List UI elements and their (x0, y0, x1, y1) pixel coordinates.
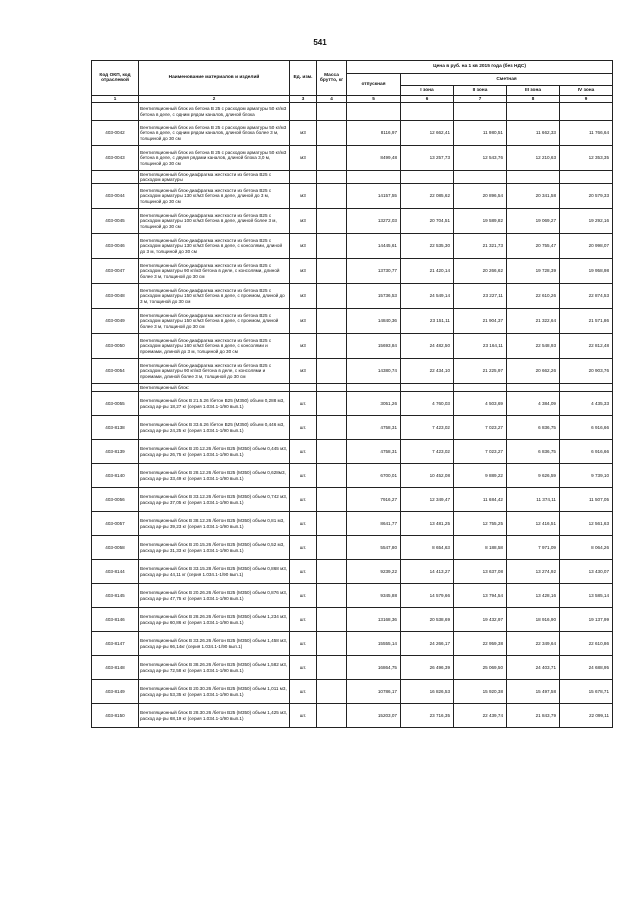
row-release-price (347, 171, 401, 184)
row-unit: шт. (290, 392, 317, 416)
row-unit (290, 171, 317, 184)
row-zone-3-price: 13 274,92 (507, 560, 560, 584)
row-zone-2-price: 21 225,97 (454, 359, 507, 384)
row-code: 403-0049 (92, 309, 139, 334)
row-mass (317, 309, 347, 334)
row-code: 403-8138 (92, 416, 139, 440)
row-release-price: 3051,26 (347, 392, 401, 416)
row-name: Вентиляционный блок-диафрагма жесткости из бетона В25 с расходом арматуры 90 кг/м3 бетона в деле, с консолями и проемами, длиной более 3 м, толщиной до 30 см (139, 359, 290, 384)
row-zone-1-price: 13 257,73 (401, 146, 454, 171)
row-release-price: 14445,61 (347, 234, 401, 259)
row-name: Вентиляционный блок В 20.15.26 /бетон В25 (М350) объем 0,52 м3, расход ар-ры 31,33 кг (серия 1.034.1-1/90 вып.1) (139, 536, 290, 560)
row-unit: шт. (290, 656, 317, 680)
row-unit: м3 (290, 259, 317, 284)
column-number: 8 (507, 96, 560, 103)
row-zone-4-price: 11 766,64 (560, 121, 613, 146)
row-zone-4-price: 20 579,33 (560, 184, 613, 209)
column-number: 5 (347, 96, 401, 103)
row-unit: шт. (290, 440, 317, 464)
row-zone-4-price: 13 585,14 (560, 584, 613, 608)
row-mass (317, 392, 347, 416)
row-code: 403-8148 (92, 656, 139, 680)
row-zone-1-price: 22 085,62 (401, 184, 454, 209)
row-zone-2-price: 12 543,76 (454, 146, 507, 171)
row-zone-1-price (401, 384, 454, 392)
row-zone-2-price: 22 959,38 (454, 632, 507, 656)
row-zone-4-price: 13 430,07 (560, 560, 613, 584)
row-zone-4-price: 20 998,07 (560, 234, 613, 259)
row-zone-4-price: 4 435,33 (560, 392, 613, 416)
row-unit: м3 (290, 209, 317, 234)
row-unit: шт. (290, 464, 317, 488)
row-name: Вентиляционный блок-диафрагма жесткости из бетона В25 с расходом арматуры (139, 171, 290, 184)
row-zone-2-price: 23 164,11 (454, 334, 507, 359)
table-row (92, 184, 613, 209)
row-code: 403-8144 (92, 560, 139, 584)
table-row (92, 309, 613, 334)
row-release-price: 15203,07 (347, 704, 401, 728)
row-zone-4-price: 15 678,71 (560, 680, 613, 704)
row-mass (317, 234, 347, 259)
table-row (92, 584, 613, 608)
row-code: 403-0056 (92, 488, 139, 512)
row-code: 403-8147 (92, 632, 139, 656)
row-name: Вентиляционный блок-диафрагма жесткости из бетона В25 с расходом арматуры 130 кг/м3 бетона в деле, с консолями, длиной до 3 м, толщиной до 30 см (139, 234, 290, 259)
row-code: 403-0057 (92, 512, 139, 536)
row-release-price: 9239,22 (347, 560, 401, 584)
row-name: Вентиляционный блок В 33.12.26 /бетон В25 (М350) объем 0,742 м3, расход ар-ры 37,05 кг (серия 1.034.1-1/90 вып.1) (139, 488, 290, 512)
row-zone-3-price (507, 384, 560, 392)
row-unit: м3 (290, 309, 317, 334)
row-zone-1-price: 24 549,14 (401, 284, 454, 309)
row-zone-1-price: 26 496,39 (401, 656, 454, 680)
row-unit: шт. (290, 488, 317, 512)
row-release-price: 13168,36 (347, 608, 401, 632)
row-zone-1-price: 7 423,02 (401, 440, 454, 464)
row-zone-3-price: 20 662,26 (507, 359, 560, 384)
row-mass (317, 512, 347, 536)
row-zone-4-price: 20 903,76 (560, 359, 613, 384)
row-zone-4-price: 19 137,99 (560, 608, 613, 632)
row-release-price: 6700,01 (347, 464, 401, 488)
row-zone-3-price: 7 971,09 (507, 536, 560, 560)
row-zone-4-price: 12 353,35 (560, 146, 613, 171)
row-release-price: 9345,88 (347, 584, 401, 608)
row-zone-2-price: 21 321,73 (454, 234, 507, 259)
row-unit: м3 (290, 146, 317, 171)
row-code: 403-0044 (92, 184, 139, 209)
row-zone-1-price: 21 420,14 (401, 259, 454, 284)
row-code: 403-0043 (92, 146, 139, 171)
row-mass (317, 384, 347, 392)
row-zone-1-price: 23 716,35 (401, 704, 454, 728)
row-release-price: 10786,17 (347, 680, 401, 704)
row-zone-3-price: 13 428,16 (507, 584, 560, 608)
row-zone-2-price: 20 896,54 (454, 184, 507, 209)
row-mass (317, 171, 347, 184)
row-release-price: 4758,31 (347, 416, 401, 440)
table-row (92, 392, 613, 416)
row-mass (317, 103, 347, 121)
row-zone-3-price: 11 374,11 (507, 488, 560, 512)
row-name: Вентиляционный блок-диафрагма жесткости из бетона В25 с расходом арматуры 150 кг/м3 бетона в деле, с проемом, длиной до 3 м, толщиной до 30 см (139, 284, 290, 309)
row-release-price: 14840,36 (347, 309, 401, 334)
row-code: 403-0046 (92, 234, 139, 259)
row-zone-3-price: 22 610,26 (507, 284, 560, 309)
row-code: 403-8146 (92, 608, 139, 632)
row-zone-1-price: 4 760,03 (401, 392, 454, 416)
row-zone-1-price: 20 704,51 (401, 209, 454, 234)
row-unit: м3 (290, 359, 317, 384)
table-body (92, 103, 613, 728)
row-name: Вентиляционный блок из бетона В 25 с расходом арматуры 50 кг/м3 бетона в деле, с двумя рядами каналов, длиной блока 3,0 м, толщиной до 30 см (139, 146, 290, 171)
table-row (92, 416, 613, 440)
row-release-price: 16864,75 (347, 656, 401, 680)
row-release-price: 8641,77 (347, 512, 401, 536)
row-code: 403-0050 (92, 334, 139, 359)
row-release-price: 15555,14 (347, 632, 401, 656)
column-number: 3 (290, 96, 317, 103)
row-zone-2-price: 22 439,74 (454, 704, 507, 728)
row-name: Вентиляционный блок из бетона В 25 с расходом арматуры 50 кг/м3 бетона в деле, с одним рядом каналов, длиной блока более 3 м, толщиной до 30 см (139, 121, 290, 146)
header-code: Код ОКП, код отраслевой (92, 61, 139, 96)
row-mass (317, 704, 347, 728)
row-zone-2-price: 9 889,22 (454, 464, 507, 488)
row-release-price (347, 384, 401, 392)
row-zone-1-price: 12 349,47 (401, 488, 454, 512)
row-zone-2-price: 19 589,82 (454, 209, 507, 234)
header-mass: Масса брутто, кг (317, 61, 347, 96)
row-unit: шт. (290, 632, 317, 656)
row-mass (317, 416, 347, 440)
header-price-title: Цена в руб. на 1 кв 2015 года (без НДС) (347, 61, 613, 74)
row-release-price: 13730,77 (347, 259, 401, 284)
row-zone-4-price: 19 958,98 (560, 259, 613, 284)
row-unit (290, 103, 317, 121)
row-name: Вентиляционный блок В 38.12.26 /бетон В25 (М350) объем 0,81 м3, расход ар-ры 39,23 кг (серия 1.034.1-1/90 вып.1) (139, 512, 290, 536)
row-zone-3-price (507, 103, 560, 121)
header-unit: Ед. изм. (290, 61, 317, 96)
row-code (92, 103, 139, 121)
row-zone-1-price: 10 452,08 (401, 464, 454, 488)
row-zone-1-price: 23 151,11 (401, 309, 454, 334)
row-zone-4-price: 22 874,53 (560, 284, 613, 309)
row-zone-3-price: 21 322,64 (507, 309, 560, 334)
row-name: Вентиляционный блок В 33.15.28 /бетон В25 (М350) объем 0,868 м3, расход ар-ры 44,11 кг (серия 1.034.1-1/90 вып.1) (139, 560, 290, 584)
row-zone-2-price: 11 980,51 (454, 121, 507, 146)
row-code: 403-0054 (92, 359, 139, 384)
row-name: Вентиляционный блок-диафрагма жесткости из бетона В25 с расходом арматуры 90 кг/м3 бетона в деле, с консолями, длиной более 3 м, толщиной до 30 см (139, 259, 290, 284)
row-mass (317, 584, 347, 608)
table-row (92, 488, 613, 512)
table-row (92, 704, 613, 728)
row-zone-4-price: 12 561,63 (560, 512, 613, 536)
row-zone-3-price: 24 403,71 (507, 656, 560, 680)
row-mass (317, 121, 347, 146)
row-zone-4-price: 8 064,26 (560, 536, 613, 560)
table-row (92, 384, 613, 392)
table-row (92, 121, 613, 146)
row-zone-1-price: 14 579,66 (401, 584, 454, 608)
header-estimate-price: Сметная (401, 74, 613, 86)
row-name: Вентиляционный блок-диафрагма жесткости из бетона В25 с расходом арматуры 160 кг/м3 бетона в деле, с консолями и проемами, длиной до 3 м, толщиной до 30 см (139, 334, 290, 359)
row-mass (317, 146, 347, 171)
row-zone-1-price: 14 413,27 (401, 560, 454, 584)
row-mass (317, 632, 347, 656)
row-zone-1-price: 13 481,25 (401, 512, 454, 536)
row-zone-3-price: 19 069,27 (507, 209, 560, 234)
row-code: 403-0048 (92, 284, 139, 309)
row-code: 403-8149 (92, 680, 139, 704)
row-name: Вентиляционный блок В 33.6.26 /бетон В25 (М350) объем 0,446 м3, расход ар-ры 24,25 кг (серия 1.034.1-1/90 вып.1) (139, 416, 290, 440)
row-zone-3-price (507, 171, 560, 184)
column-number: 7 (454, 96, 507, 103)
row-name: Вентиляционный блок В 28.12.26 /бетон В25 (М350) объем 0,628м3, расход ар-ры 33,49 кг (серия 1.034.1-1/90 вып.1) (139, 464, 290, 488)
row-zone-4-price: 19 292,16 (560, 209, 613, 234)
row-zone-2-price: 13 637,08 (454, 560, 507, 584)
row-zone-4-price: 22 099,11 (560, 704, 613, 728)
price-table (91, 60, 613, 728)
row-code: 403-8140 (92, 464, 139, 488)
row-release-price: 14380,74 (347, 359, 401, 384)
column-number: 9 (560, 96, 613, 103)
row-name: Вентиляционный блок В 28.26.26 /бетон В25 (М350) объем 1,234 м3, расход ар-ры 60,86 кг (серия 1.034.1-1/90 вып.1) (139, 608, 290, 632)
row-zone-1-price (401, 103, 454, 121)
row-name: Вентиляционный блок В 33.26.26 /бетон В25 (М350) объем 1,458 м3, расход ар-ры 66,14кг (серия 1.034.1-1/90 вып.1) (139, 632, 290, 656)
row-code: 403-8145 (92, 584, 139, 608)
row-release-price: 5547,80 (347, 536, 401, 560)
row-zone-3-price: 12 210,63 (507, 146, 560, 171)
row-mass (317, 488, 347, 512)
row-zone-3-price: 20 341,58 (507, 184, 560, 209)
row-zone-2-price: 20 266,62 (454, 259, 507, 284)
page-number: 541 (313, 38, 327, 47)
row-zone-1-price: 24 482,50 (401, 334, 454, 359)
row-zone-3-price: 9 626,59 (507, 464, 560, 488)
row-code: 403-8150 (92, 704, 139, 728)
row-name: Вентиляционный блок из бетона В 25 с расходом арматуры 50 кг/м3 бетона в деле, с одним рядом каналов, длиной блока (139, 103, 290, 121)
row-zone-1-price: 22 535,30 (401, 234, 454, 259)
row-zone-4-price: 6 916,66 (560, 440, 613, 464)
table-row (92, 680, 613, 704)
row-zone-3-price: 6 836,75 (507, 440, 560, 464)
row-zone-2-price: 11 684,42 (454, 488, 507, 512)
row-name: Вентиляционный блок В 20.12.26 /бетон В25 (М350) объем 0,445 м3, расход ар-ры 26,75 кг (серия 1.034.1-1/90 вып.1) (139, 440, 290, 464)
row-zone-2-price: 8 188,58 (454, 536, 507, 560)
table-row (92, 234, 613, 259)
table-row (92, 656, 613, 680)
row-zone-4-price: 11 507,05 (560, 488, 613, 512)
table-row (92, 171, 613, 184)
row-unit: м3 (290, 334, 317, 359)
row-zone-2-price: 7 023,27 (454, 440, 507, 464)
table-row (92, 146, 613, 171)
row-unit: шт. (290, 560, 317, 584)
row-zone-2-price: 25 069,50 (454, 656, 507, 680)
row-code: 403-0042 (92, 121, 139, 146)
table-row (92, 512, 613, 536)
header-name: Наименование материалов и изделий (139, 61, 290, 96)
row-unit: м3 (290, 234, 317, 259)
row-zone-3-price: 12 416,51 (507, 512, 560, 536)
row-zone-3-price: 22 548,93 (507, 334, 560, 359)
row-zone-2-price: 13 794,54 (454, 584, 507, 608)
row-mass (317, 464, 347, 488)
row-mass (317, 359, 347, 384)
row-zone-4-price: 22 610,86 (560, 632, 613, 656)
row-zone-4-price: 9 739,10 (560, 464, 613, 488)
row-name: Вентиляционный блок-диафрагма жесткости из бетона В25 с расходом арматуры 130 кг/м3 бетона в деле, длиной до 3 м, толщиной до 30 см (139, 184, 290, 209)
row-zone-2-price (454, 384, 507, 392)
row-release-price: 8499,48 (347, 146, 401, 171)
table-row (92, 560, 613, 584)
row-release-price: 4758,31 (347, 440, 401, 464)
row-zone-4-price: 21 571,86 (560, 309, 613, 334)
row-unit (290, 384, 317, 392)
row-code: 403-0055 (92, 392, 139, 416)
row-unit: шт. (290, 704, 317, 728)
row-code: 403-0047 (92, 259, 139, 284)
row-name: Вентиляционный блок-диафрагма жесткости из бетона В25 с расходом арматуры 100 кг/м3 бетона в деле, длиной более 3 м, толщиной до 30 см (139, 209, 290, 234)
row-zone-4-price: 24 688,95 (560, 656, 613, 680)
row-zone-2-price: 23 227,11 (454, 284, 507, 309)
column-number: 2 (139, 96, 290, 103)
row-zone-1-price (401, 171, 454, 184)
table-row (92, 284, 613, 309)
row-zone-1-price: 7 423,02 (401, 416, 454, 440)
row-mass (317, 608, 347, 632)
row-name: Вентиляционный блок В 28.30.26 /бетон В25 (М350) объем 1,425 м3, расход ар-ры 68,19 кг (серия 1.034.1-1/90 вып.1) (139, 704, 290, 728)
row-name: Вентиляционный блок-диафрагма жесткости из бетона В25 с расходом арматуры 150 кг/м3 бетона в деле, с проемом, длиной более 3 м, толщиной до 30 см (139, 309, 290, 334)
table-row (92, 103, 613, 121)
header-zone-2: II зона (454, 86, 507, 96)
row-mass (317, 656, 347, 680)
row-zone-4-price (560, 171, 613, 184)
table-row (92, 536, 613, 560)
row-zone-4-price: 6 916,66 (560, 416, 613, 440)
column-number: 4 (317, 96, 347, 103)
row-release-price (347, 103, 401, 121)
row-unit: шт. (290, 680, 317, 704)
row-zone-2-price (454, 171, 507, 184)
row-zone-2-price: 15 920,38 (454, 680, 507, 704)
column-number: 6 (401, 96, 454, 103)
table-row (92, 259, 613, 284)
row-zone-1-price: 24 266,17 (401, 632, 454, 656)
row-zone-2-price: 4 503,69 (454, 392, 507, 416)
row-unit: м3 (290, 121, 317, 146)
row-zone-3-price: 22 349,64 (507, 632, 560, 656)
row-zone-2-price: 19 432,97 (454, 608, 507, 632)
row-mass (317, 680, 347, 704)
row-mass (317, 440, 347, 464)
header-zone-4: IV зона (560, 86, 613, 96)
row-code: 403-0045 (92, 209, 139, 234)
row-release-price: 8116,97 (347, 121, 401, 146)
row-zone-3-price: 21 843,79 (507, 704, 560, 728)
row-unit: м3 (290, 284, 317, 309)
row-zone-3-price: 6 836,75 (507, 416, 560, 440)
row-mass (317, 284, 347, 309)
table-row (92, 608, 613, 632)
row-zone-3-price: 18 916,90 (507, 608, 560, 632)
row-zone-3-price: 15 497,58 (507, 680, 560, 704)
row-code: 403-8139 (92, 440, 139, 464)
row-zone-2-price: 7 023,27 (454, 416, 507, 440)
row-zone-1-price: 12 662,41 (401, 121, 454, 146)
row-unit: шт. (290, 608, 317, 632)
row-mass (317, 560, 347, 584)
row-unit: шт. (290, 512, 317, 536)
table-row (92, 440, 613, 464)
row-zone-2-price: 21 904,37 (454, 309, 507, 334)
row-unit: шт. (290, 416, 317, 440)
row-zone-4-price (560, 103, 613, 121)
table-row (92, 334, 613, 359)
header-zone-3: III зона (507, 86, 560, 96)
row-zone-3-price: 19 728,39 (507, 259, 560, 284)
row-zone-2-price (454, 103, 507, 121)
row-name: Вентиляционный блок В 20.30.26 /бетон В25 (М350) объем 1,011 м3, расход ар-ры 53,35 кг (серия 1.034.1-1/90 вып.1) (139, 680, 290, 704)
row-mass (317, 536, 347, 560)
row-mass (317, 259, 347, 284)
row-unit: м3 (290, 184, 317, 209)
row-release-price: 14157,55 (347, 184, 401, 209)
row-unit: шт. (290, 584, 317, 608)
table-row (92, 209, 613, 234)
row-mass (317, 184, 347, 209)
row-release-price: 13272,03 (347, 209, 401, 234)
row-zone-1-price: 8 654,63 (401, 536, 454, 560)
column-number: 1 (92, 96, 139, 103)
row-release-price: 7916,27 (347, 488, 401, 512)
row-name: Вентиляционный блок В 20.26.26 /бетон В25 (М350) объем 0,876 м3, расход ар-ры 47,75 кг (серия 1.034.1-1/90 вып.1) (139, 584, 290, 608)
row-zone-1-price: 16 826,53 (401, 680, 454, 704)
table-row (92, 632, 613, 656)
row-release-price: 15693,84 (347, 334, 401, 359)
row-zone-1-price: 20 538,69 (401, 608, 454, 632)
table-row (92, 464, 613, 488)
row-zone-1-price: 22 434,10 (401, 359, 454, 384)
row-zone-3-price: 4 384,09 (507, 392, 560, 416)
row-code: 403-0058 (92, 536, 139, 560)
header-release-price: отпускная (347, 74, 401, 96)
row-name: Вентиляционный блок В 38.26.26 /бетон В25 (М350) объем 1,582 м3, расход ар-ры 72,58 кг (серия 1.034.1-1/90 вып.1) (139, 656, 290, 680)
row-mass (317, 209, 347, 234)
row-zone-3-price: 20 755,47 (507, 234, 560, 259)
row-code (92, 384, 139, 392)
header-zone-1: I зона (401, 86, 454, 96)
column-numbers-row (92, 96, 613, 103)
row-zone-3-price: 11 662,33 (507, 121, 560, 146)
row-name: Вентиляционный блок В 21.5.26 /бетон В25 (М350) объем 0,288 м3, расход ар-ры 18,27 кг (серия 1.034.1-1/90 вып.1) (139, 392, 290, 416)
table-row (92, 359, 613, 384)
row-unit: шт. (290, 536, 317, 560)
row-mass (317, 334, 347, 359)
row-zone-4-price (560, 384, 613, 392)
row-zone-4-price: 22 812,48 (560, 334, 613, 359)
row-zone-2-price: 12 755,25 (454, 512, 507, 536)
row-release-price: 15736,53 (347, 284, 401, 309)
row-code (92, 171, 139, 184)
row-name: Вентиляционный блок: (139, 384, 290, 392)
table-header (92, 61, 613, 103)
